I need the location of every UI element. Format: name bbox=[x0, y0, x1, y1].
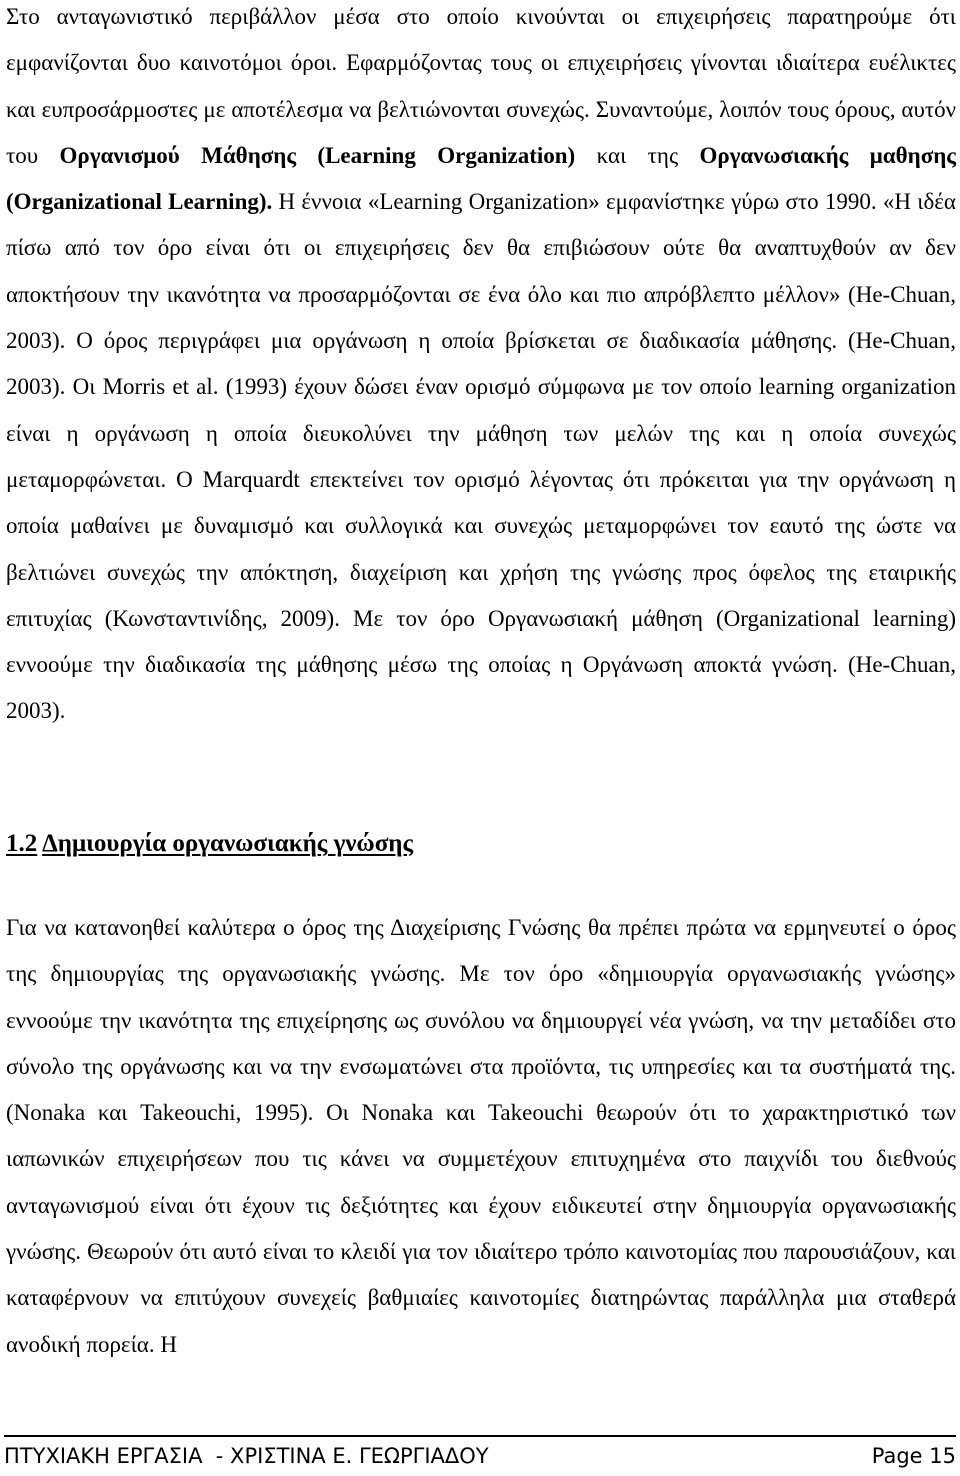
footer-page-number: Page 15 bbox=[871, 1444, 956, 1468]
term-organizational-learning: Οργανωσιακής μαθησης (Organizational Learning). bbox=[6, 142, 956, 215]
paragraph-1-text-c: Η έννοια «Learning Organization» εμφανίστηκε γύρω στο 1990. «Η ιδέα πίσω από τον όρο είναι ότι οι επιχειρήσεις δεν θα επιβιώσουν ούτε θα αναπτυχθούν αν δεν αποκτήσουν την ικανότητα να προσαρμόζονται σε ένα όλο και πιο απρόβλεπτο μέλλον» (He-Chuan, 2003). Ο όρος περιγράφει μια οργάνωση η οποία βρίσκεται σε διαδικασία μάθησης. (He-Chuan, 2003). Οι Morris et al. (1993) έχουν δώσει έναν ορισμό σύμφωνα με τον οποίο learning organization είναι η οργάνωση η οποία διευκολύνει την μάθηση των μελών της και η οποία συνεχώς μεταμορφώνεται. Ο Marquardt επεκτείνει τον ορισμό λέγοντας ότι πρόκειται για την οργάνωση η οποία μαθαίνει με δυναμισμό και συλλογικά και συνεχώς μεταμορφώνει τον εαυτό της ώστε να βελτιώνει συνεχώς την απόκτηση, διαχείριση και χρήση της γνώσης προς όφελος της εταιρικής επιτυχίας (Κωνσταντινίδης, 2009). Με τον όρο Οργανωσιακή μάθηση (Organizational learning) εννοούμε την διαδικασία της μάθησης μέσω της οποίας η Οργάνωση αποκτά γνώση. (He-Chuan, 2003). bbox=[6, 189, 956, 724]
footer-divider bbox=[4, 1435, 956, 1437]
page-footer bbox=[4, 1439, 956, 1473]
paragraph-1-text-a: Στο ανταγωνιστικό περιβάλλον μέσα στο οποίο κινούνται οι επιχειρήσεις παρατηρούμε ότι εμφανίζονται δυο καινοτόμοι όροι. Εφαρμόζοντας τους οι επιχειρήσεις γίνονται ιδιαίτερα ευέλικτες και ευπροσάρμοστες με αποτέλεσμα να βελτιώνονται συνεχώς. Συναντούμε, λοιπόν τους όρους, αυτόν του bbox=[6, 4, 956, 168]
section-heading bbox=[6, 826, 413, 862]
section-number: 1.2 bbox=[6, 830, 38, 857]
paragraph-learning-organization bbox=[6, 0, 956, 735]
paragraph-knowledge-creation: Για να κατανοηθεί καλύτερα ο όρος της Διαχείρισης Γνώσης θα πρέπει πρώτα να ερμηνευτεί ο όρος της δημιουργίας της οργανωσιακής γνώσης. Με τον όρο «δημιουργία οργανωσιακής γνώσης» εννοούμε την ικανότητα της επιχείρησης ως συνόλου να δημιουργεί νέα γνώση, να την μεταδίδει στο σύνολο της οργάνωσης και να την ενσωματώνει στα προϊόντα, τις υπηρεσίες και τα συστήματά της. (Nonaka και Takeouchi, 1995). Οι Nonaka και Takeouchi θεωρούν ότι το χαρακτηριστικό των ιαπωνικών επιχειρήσεων που τις κάνει να συμμετέχουν επιτυχημένα στο παιχνίδι του διεθνούς ανταγωνισμού είναι ότι έχουν τις δεξιότητες και έχουν ειδικευτεί στην δημιουργία οργανωσιακής γνώσης. Θεωρούν ότι αυτό είναι το κλειδί για τον ιδιαίτερο τρόπο καινοτομίας που παρουσιάζουν, και καταφέρνουν να επιτύχουν συνεχείς βαθμιαίες καινοτομίες διατηρώντας παράλληλα μια σταθερά ανοδική πορεία. Η bbox=[6, 915, 956, 1357]
footer-thesis-author: ΠΤΥΧΙΑΚΗ ΕΡΓΑΣΙΑ - ΧΡΙΣΤΙΝΑ Ε. ΓΕΩΡΓΙΑΔΟΥ bbox=[4, 1444, 489, 1468]
paragraph-1-text-b: και της bbox=[575, 142, 700, 168]
term-learning-organization: Οργανισμού Μάθησης (Learning Organization) bbox=[59, 142, 576, 168]
section-title: Δημιουργία οργανωσιακής γνώσης bbox=[42, 830, 414, 857]
